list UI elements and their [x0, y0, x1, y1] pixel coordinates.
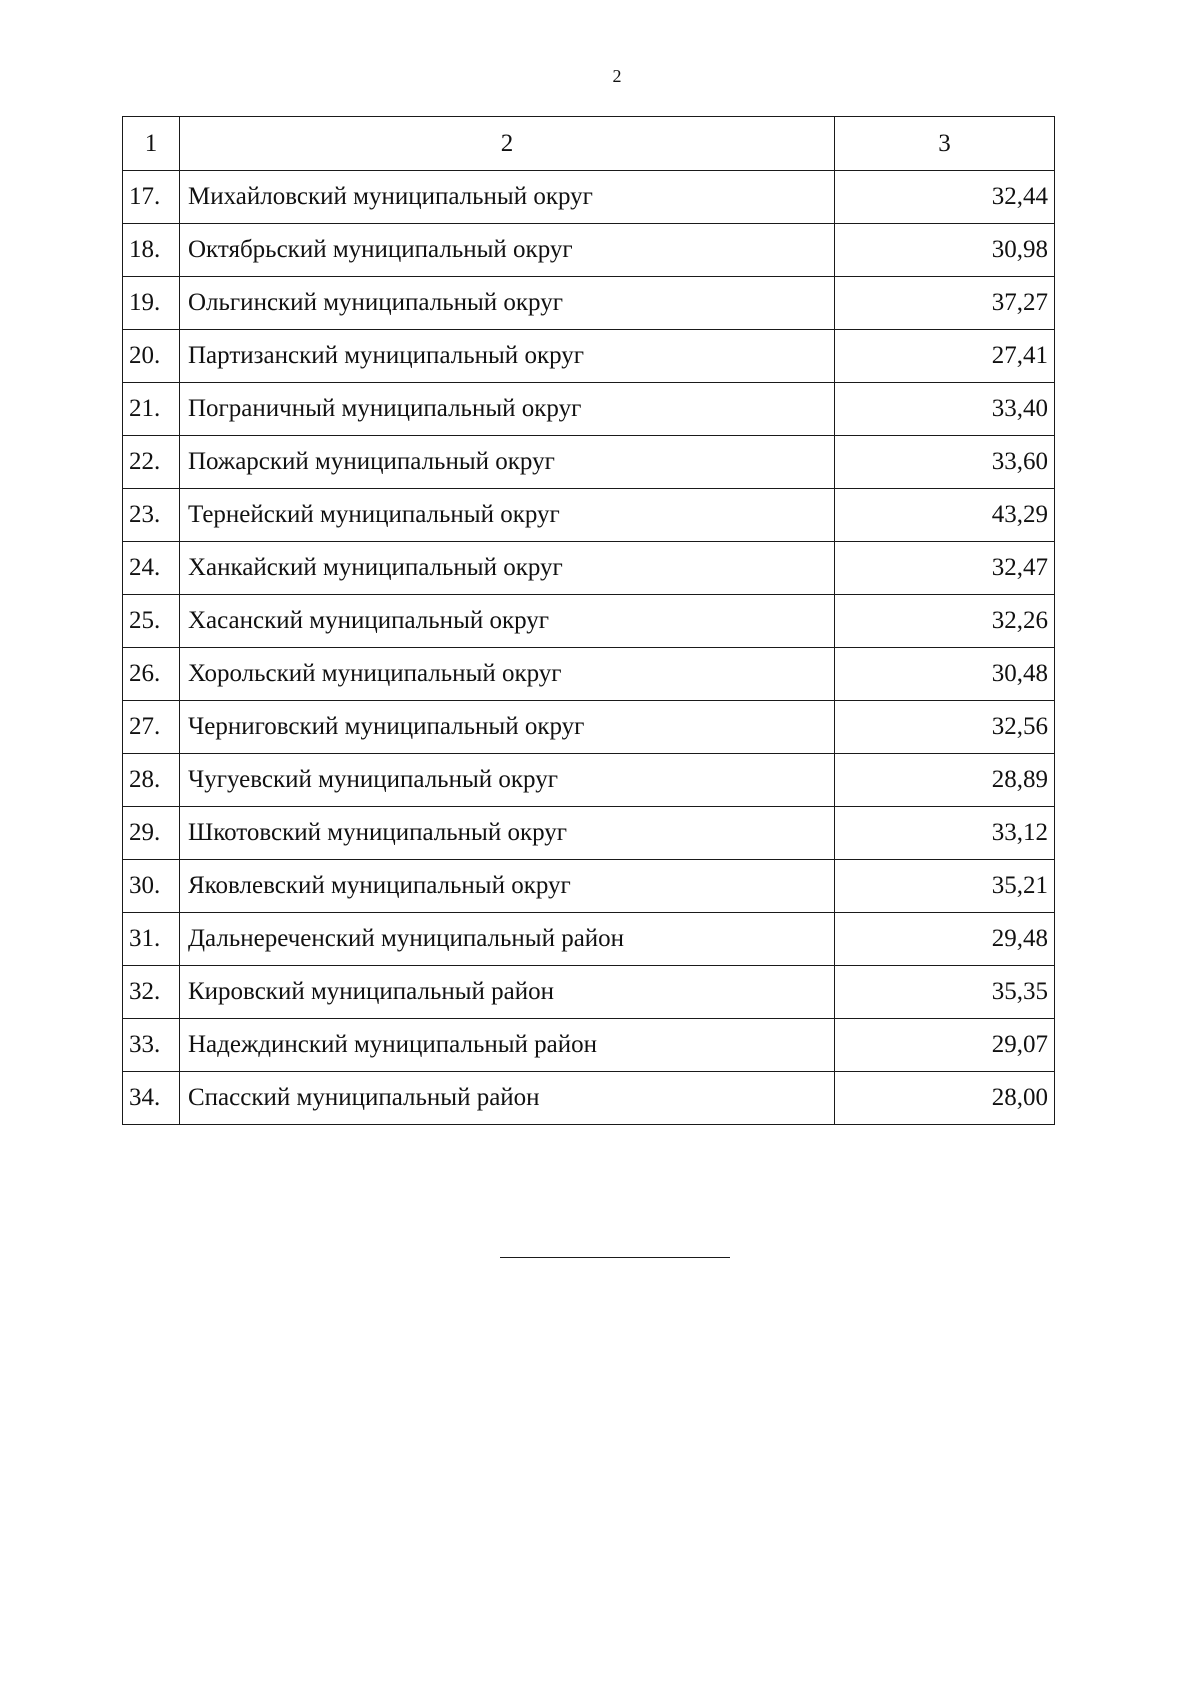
row-number-cell: 19. — [123, 277, 180, 330]
row-name-cell: Яковлевский муниципальный округ — [180, 860, 835, 913]
row-name-cell: Михайловский муниципальный округ — [180, 171, 835, 224]
row-value-cell: 33,12 — [835, 807, 1055, 860]
row-number-cell: 27. — [123, 701, 180, 754]
table-row — [123, 1019, 1055, 1072]
row-number-cell: 21. — [123, 383, 180, 436]
row-number-cell: 30. — [123, 860, 180, 913]
row-number-cell: 25. — [123, 595, 180, 648]
row-value-cell: 43,29 — [835, 489, 1055, 542]
table-row — [123, 913, 1055, 966]
table-header-row — [123, 117, 1055, 171]
row-value-cell: 30,48 — [835, 648, 1055, 701]
row-value-cell: 37,27 — [835, 277, 1055, 330]
row-number-cell: 33. — [123, 1019, 180, 1072]
table-row — [123, 1072, 1055, 1125]
table-row — [123, 224, 1055, 277]
row-number-cell: 17. — [123, 171, 180, 224]
row-name-cell: Ольгинский муниципальный округ — [180, 277, 835, 330]
row-name-cell: Шкотовский муниципальный округ — [180, 807, 835, 860]
row-value-cell: 35,21 — [835, 860, 1055, 913]
row-number-cell: 18. — [123, 224, 180, 277]
table-body — [123, 117, 1055, 1125]
table-row — [123, 966, 1055, 1019]
table-row — [123, 489, 1055, 542]
row-name-cell: Пожарский муниципальный округ — [180, 436, 835, 489]
row-name-cell: Ханкайский муниципальный округ — [180, 542, 835, 595]
row-value-cell: 32,47 — [835, 542, 1055, 595]
row-name-cell: Надеждинский муниципальный район — [180, 1019, 835, 1072]
row-value-cell: 29,07 — [835, 1019, 1055, 1072]
table-row — [123, 860, 1055, 913]
row-name-cell: Партизанский муниципальный округ — [180, 330, 835, 383]
row-number-cell: 32. — [123, 966, 180, 1019]
row-number-cell: 31. — [123, 913, 180, 966]
row-value-cell: 33,60 — [835, 436, 1055, 489]
table-row — [123, 436, 1055, 489]
row-value-cell: 32,44 — [835, 171, 1055, 224]
end-rule — [500, 1257, 730, 1258]
row-number-cell: 23. — [123, 489, 180, 542]
table-row — [123, 807, 1055, 860]
row-number-cell: 34. — [123, 1072, 180, 1125]
row-number-cell: 29. — [123, 807, 180, 860]
data-table — [122, 116, 1055, 1125]
table-row — [123, 542, 1055, 595]
row-number-cell: 22. — [123, 436, 180, 489]
table-row — [123, 701, 1055, 754]
table-row — [123, 595, 1055, 648]
row-value-cell: 28,89 — [835, 754, 1055, 807]
table-row — [123, 277, 1055, 330]
page-number: 2 — [612, 66, 622, 86]
row-name-cell: Хасанский муниципальный округ — [180, 595, 835, 648]
row-number-cell: 28. — [123, 754, 180, 807]
header-cell-number: 1 — [123, 117, 180, 171]
row-name-cell: Черниговский муниципальный округ — [180, 701, 835, 754]
row-name-cell: Тернейский муниципальный округ — [180, 489, 835, 542]
header-cell-name: 2 — [180, 117, 835, 171]
row-value-cell: 33,40 — [835, 383, 1055, 436]
table-row — [123, 330, 1055, 383]
header-cell-value: 3 — [835, 117, 1055, 171]
table-row — [123, 171, 1055, 224]
row-name-cell: Пограничный муниципальный округ — [180, 383, 835, 436]
row-name-cell: Хорольский муниципальный округ — [180, 648, 835, 701]
row-value-cell: 28,00 — [835, 1072, 1055, 1125]
row-name-cell: Чугуевский муниципальный округ — [180, 754, 835, 807]
row-value-cell: 27,41 — [835, 330, 1055, 383]
row-value-cell: 30,98 — [835, 224, 1055, 277]
row-value-cell: 32,56 — [835, 701, 1055, 754]
row-name-cell: Кировский муниципальный район — [180, 966, 835, 1019]
row-value-cell: 29,48 — [835, 913, 1055, 966]
row-number-cell: 20. — [123, 330, 180, 383]
table-row — [123, 383, 1055, 436]
table-row — [123, 754, 1055, 807]
row-name-cell: Дальнереченский муниципальный район — [180, 913, 835, 966]
row-value-cell: 32,26 — [835, 595, 1055, 648]
row-number-cell: 24. — [123, 542, 180, 595]
row-name-cell: Октябрьский муниципальный округ — [180, 224, 835, 277]
row-value-cell: 35,35 — [835, 966, 1055, 1019]
table-row — [123, 648, 1055, 701]
row-name-cell: Спасский муниципальный район — [180, 1072, 835, 1125]
row-number-cell: 26. — [123, 648, 180, 701]
